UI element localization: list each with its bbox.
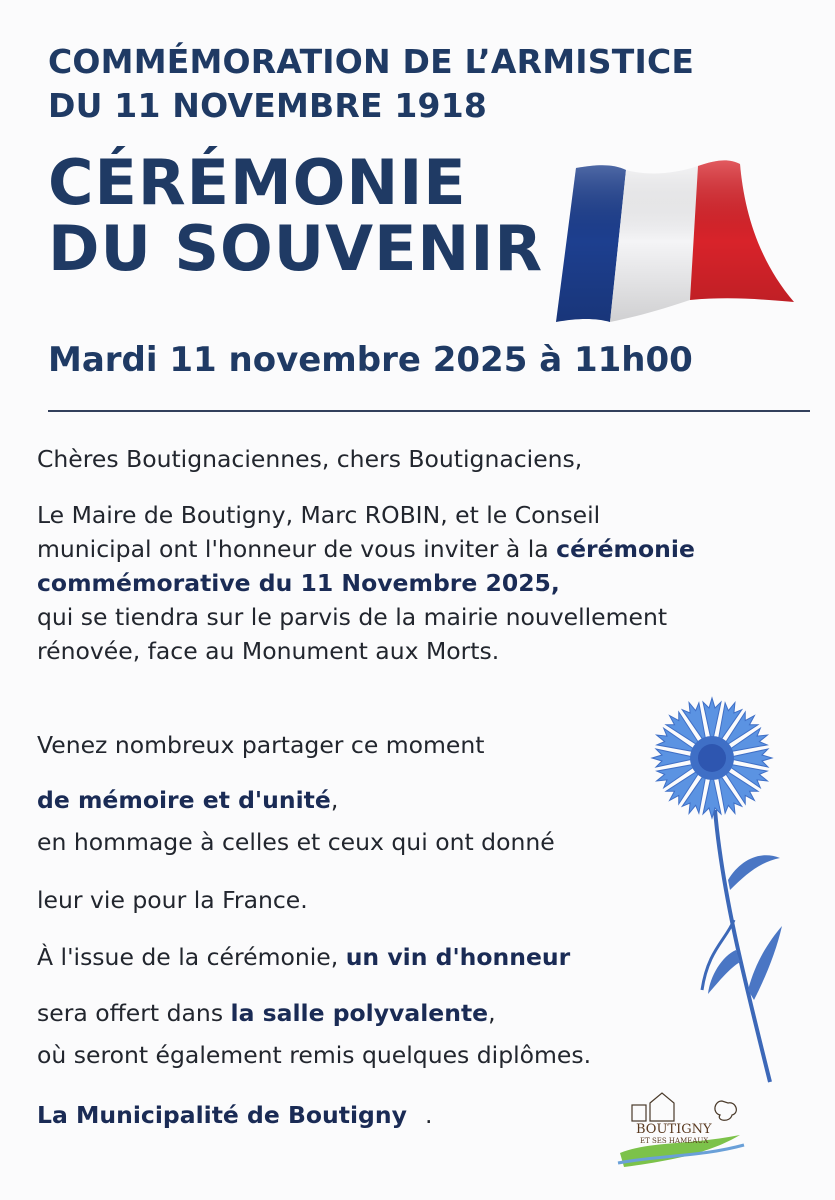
subtitle-line-2: DU 11 NOVEMBRE 1918	[48, 86, 488, 125]
french-flag-icon	[548, 150, 798, 330]
text-span: municipal ont l'honneur de vous inviter à la	[37, 535, 557, 563]
text-bold: la salle polyvalente	[230, 999, 489, 1027]
text-line: en hommage à celles et ceux qui ont donné	[37, 828, 555, 856]
logo-name: BOUTIGNY	[636, 1122, 712, 1137]
text-line: Venez nombreux partager ce moment	[37, 731, 485, 759]
text-line: leur vie pour la France.	[37, 886, 308, 914]
subtitle-line-1: COMMÉMORATION DE L’ARMISTICE	[48, 42, 695, 81]
text-span: sera offert dans	[37, 999, 231, 1027]
logo-tagline: ET SES HAMEAUX	[640, 1137, 709, 1145]
text-span: ,	[488, 999, 496, 1027]
event-date: Mardi 11 novembre 2025 à 11h00	[48, 340, 693, 380]
text-span: ,	[330, 786, 339, 814]
text-bold: La Municipalité de Boutigny	[37, 1101, 407, 1129]
text-line: Le Maire de Boutigny, Marc ROBIN, et le Conseil	[37, 501, 601, 529]
boutigny-logo	[610, 1083, 750, 1173]
text-line	[37, 532, 695, 566]
paragraph-invitation	[37, 498, 695, 668]
text-bold: un vin d'honneur	[345, 943, 571, 971]
text-line: qui se tiendra sur le parvis de la mairie nouvellement	[37, 603, 668, 631]
text-bold: commémorative du 11 Novembre 2025,	[37, 569, 560, 597]
text-bold: cérémonie	[556, 535, 695, 563]
text-line	[37, 783, 338, 817]
text-line: rénovée, face au Monument aux Morts.	[37, 637, 500, 665]
title-line-2: DU SOUVENIR	[48, 212, 544, 285]
text-line: où seront également remis quelques diplômes.	[37, 1041, 592, 1069]
cornflower-icon	[630, 690, 790, 1090]
title-line-1: CÉRÉMONIE	[48, 146, 467, 219]
text-line	[37, 566, 695, 600]
text-bold: de mémoire et d'unité	[37, 786, 331, 814]
divider	[48, 410, 810, 412]
signature	[37, 1098, 432, 1132]
greeting: Chères Boutignaciennes, chers Boutignaciens,	[37, 445, 583, 473]
text-span: À l'issue de la cérémonie,	[37, 943, 346, 971]
text-line	[37, 940, 570, 974]
text-span: .	[424, 1101, 433, 1129]
text-line	[37, 996, 496, 1030]
